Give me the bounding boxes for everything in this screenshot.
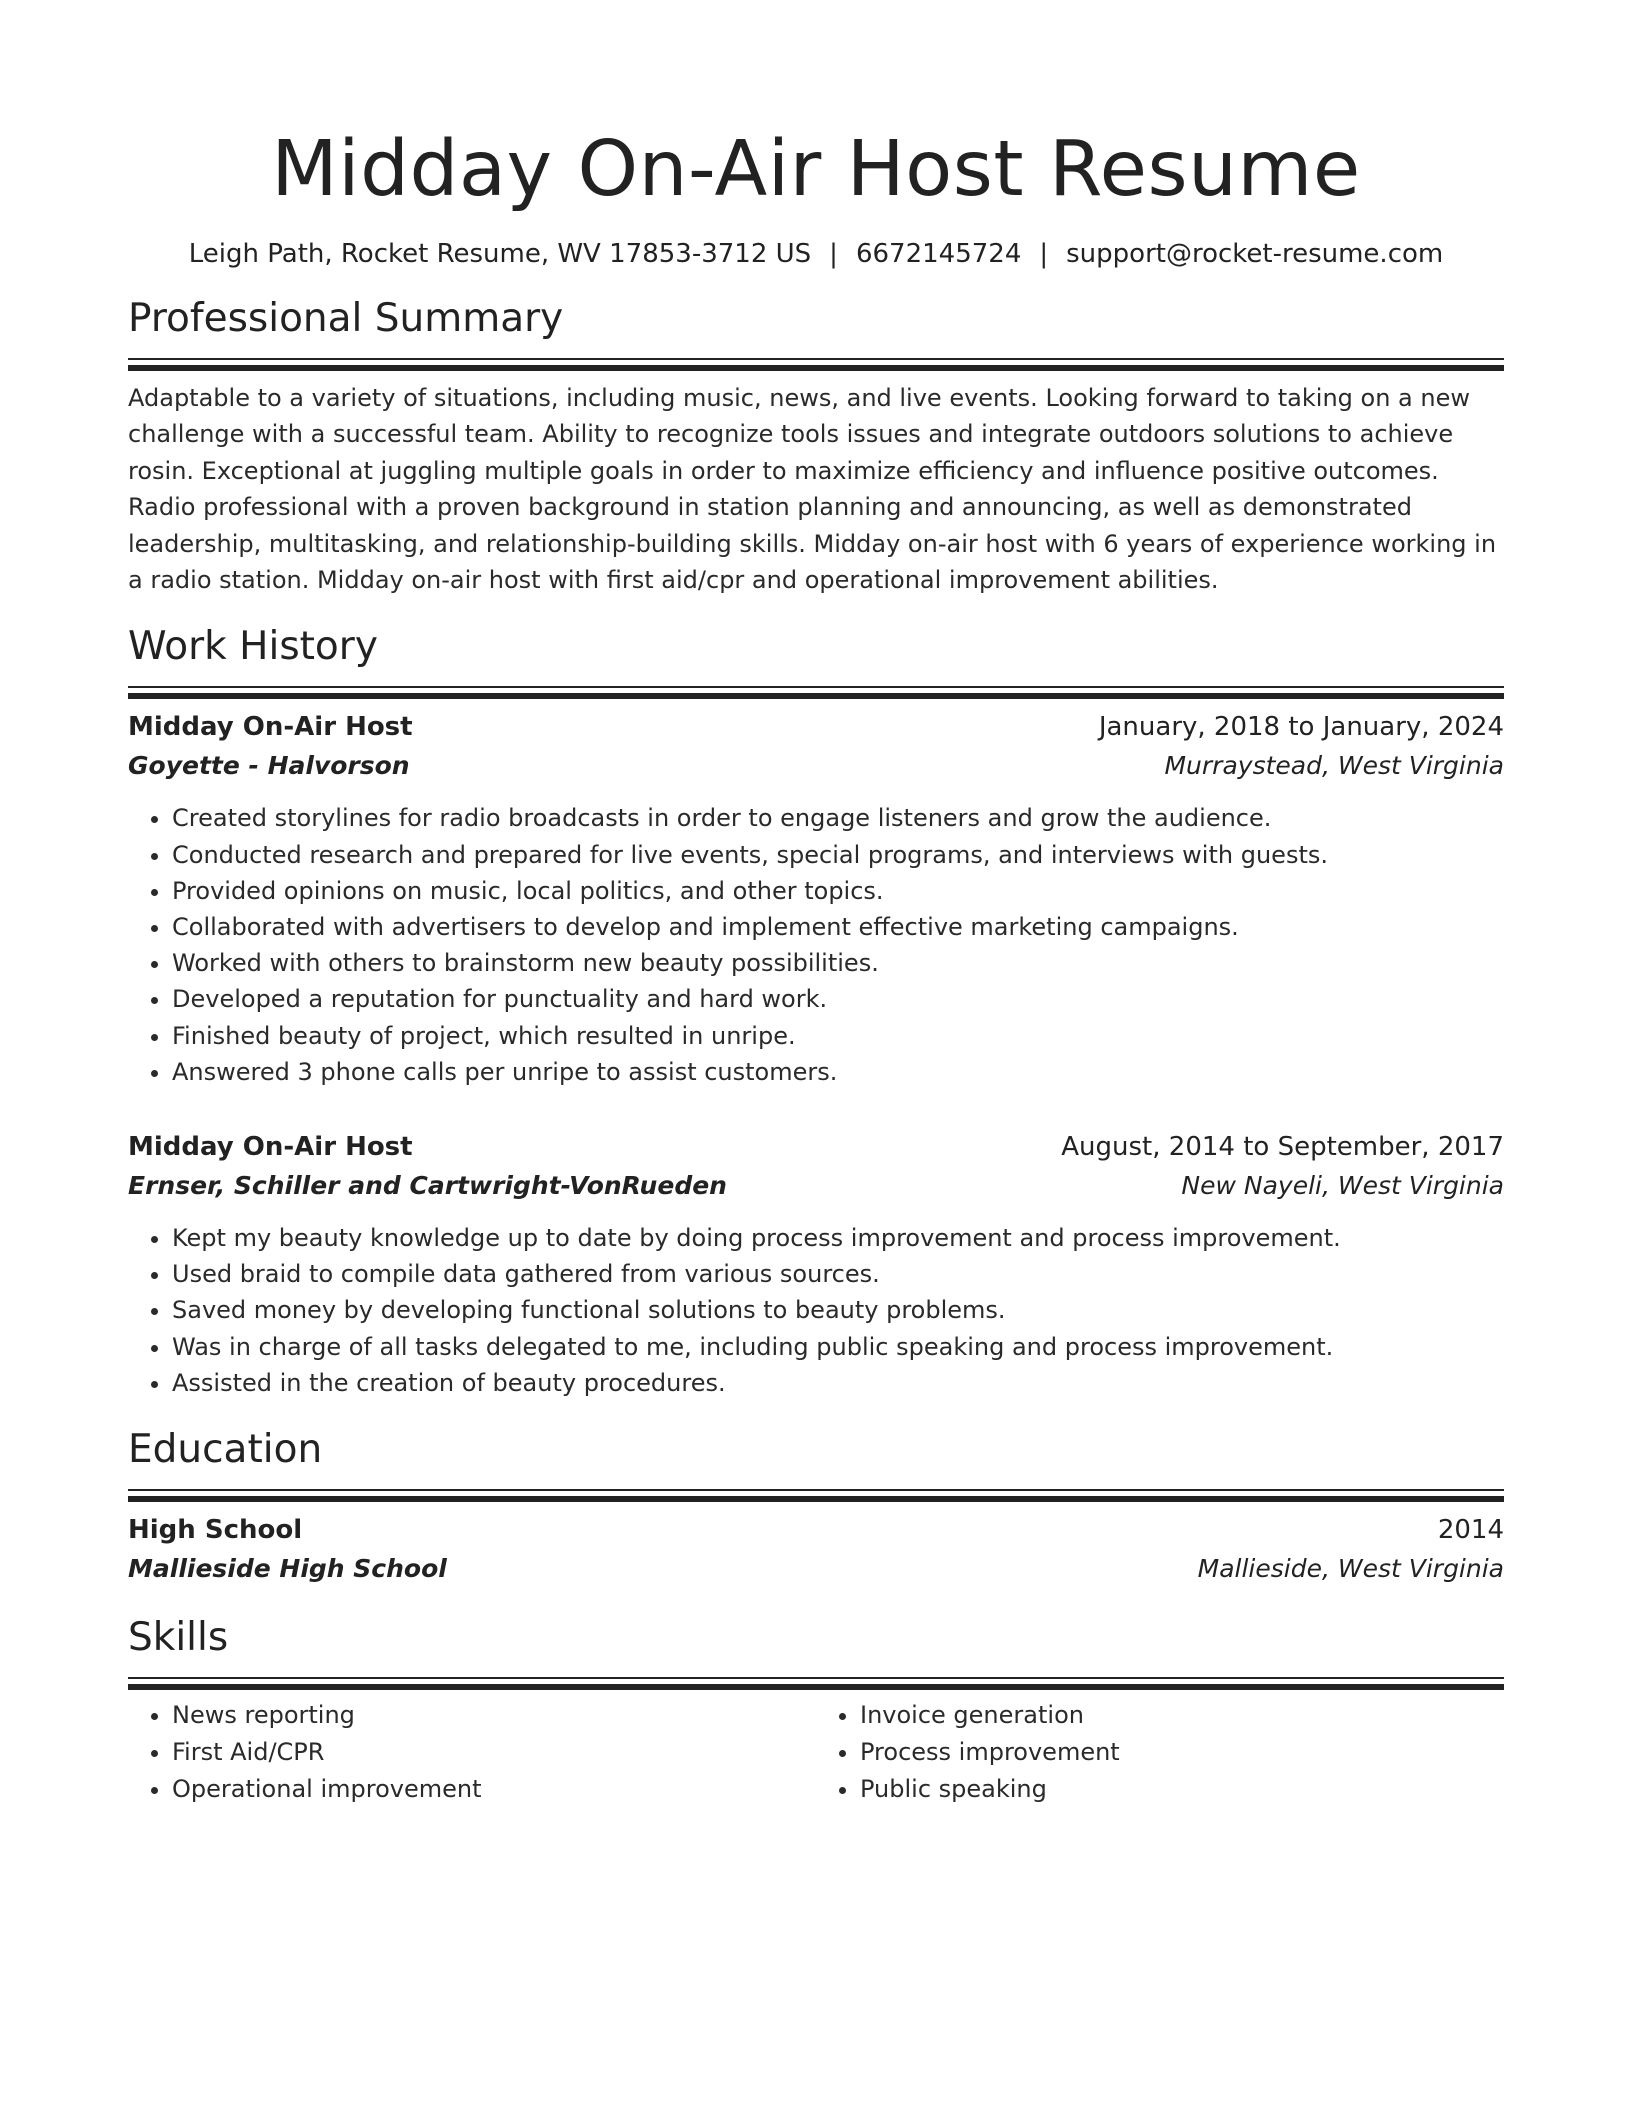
education-section <box>128 1425 1504 1589</box>
skill-item: • First Aid/CPR <box>172 1734 816 1771</box>
job-entry <box>128 1128 1504 1401</box>
job-duties-list <box>128 800 1504 1090</box>
education-degree: High School <box>128 1515 303 1546</box>
work-history-heading: Work History <box>128 624 378 670</box>
job-duty: • Used braid to compile data gathered from various sources. <box>172 1256 1504 1292</box>
resume-title: Midday On-Air Host Resume <box>271 125 1361 214</box>
job-title: Midday On-Air Host <box>128 712 413 743</box>
education-year: 2014 <box>1437 1515 1504 1546</box>
skills-list-left <box>128 1697 816 1808</box>
contact-address: Leigh Path, Rocket Resume, WV 17853-3712 US <box>188 239 812 269</box>
summary-heading: Professional Summary <box>128 296 564 341</box>
job-duty: • Worked with others to brainstorm new beauty possibilities. <box>172 945 1504 981</box>
summary-text: Adaptable to a variety of situations, including music, news, and live events. Looking forward to taking on a new challenge with a successful team. Ability to recognize tools issues and integrate outdoors solutions to achieve rosin. Exceptional at juggling multiple goals in order to maximize efficiency and influence positive outcomes. Radio professional with a proven background in station planning and announcing, as well as demonstrated leadership, multitasking, and relationship-building skills. Midday on-air host with 6 years of experience working in a radio station. Midday on-air host with first aid/cpr and operational improvement abilities. <box>128 384 1497 595</box>
section-divider <box>128 358 1504 376</box>
skill-item: • Public speaking <box>860 1771 1504 1808</box>
job-location: Murraystead, West Virginia <box>1164 751 1504 781</box>
skill-item: • News reporting <box>172 1697 816 1734</box>
job-duty: • Collaborated with advertisers to develop and implement effective marketing campaigns. <box>172 909 1504 945</box>
job-duty: • Conducted research and prepared for live events, special programs, and interviews with guests. <box>172 837 1504 873</box>
section-divider <box>128 1489 1504 1507</box>
job-duty: • Provided opinions on music, local politics, and other topics. <box>172 873 1504 909</box>
section-divider <box>128 1677 1504 1695</box>
job-location: New Nayeli, West Virginia <box>1181 1171 1504 1201</box>
job-duty: • Assisted in the creation of beauty procedures. <box>172 1365 1504 1401</box>
job-company: Goyette - Halvorson <box>128 751 410 781</box>
skill-item: • Invoice generation <box>860 1697 1504 1734</box>
contact-phone: 6672145724 <box>855 239 1022 269</box>
education-location: Mallieside, West Virginia <box>1197 1554 1504 1584</box>
contact-line <box>128 238 1504 270</box>
job-duty: • Developed a reputation for punctuality and hard work. <box>172 981 1504 1017</box>
job-duty: • Saved money by developing functional solutions to beauty problems. <box>172 1292 1504 1328</box>
job-duty: • Created storylines for radio broadcasts in order to engage listeners and grow the audience. <box>172 800 1504 836</box>
job-duty: • Was in charge of all tasks delegated to me, including public speaking and process improvement. <box>172 1329 1504 1365</box>
contact-email: support@rocket-resume.com <box>1066 239 1444 269</box>
skills-list-right <box>816 1697 1504 1808</box>
work-history-section <box>128 622 1504 1401</box>
job-title: Midday On-Air Host <box>128 1132 413 1163</box>
job-dates: January, 2018 to January, 2024 <box>1098 712 1504 743</box>
job-duty: • Answered 3 phone calls per unripe to assist customers. <box>172 1054 1504 1090</box>
skills-heading: Skills <box>128 1615 229 1661</box>
job-duty: • Finished beauty of project, which resulted in unripe. <box>172 1018 1504 1054</box>
summary-section <box>128 294 1504 598</box>
skill-item: • Process improvement <box>860 1734 1504 1771</box>
skills-columns <box>128 1697 1504 1808</box>
education-school: Mallieside High School <box>128 1554 447 1584</box>
section-divider <box>128 686 1504 704</box>
resume-page <box>128 0 1504 1808</box>
job-entry <box>128 708 1504 1090</box>
education-heading: Education <box>128 1427 323 1473</box>
skills-section <box>128 1613 1504 1808</box>
job-dates: August, 2014 to September, 2017 <box>1061 1132 1504 1163</box>
job-duties-list <box>128 1220 1504 1401</box>
education-entry <box>128 1511 1504 1589</box>
skill-item: • Operational improvement <box>172 1771 816 1808</box>
job-company: Ernser, Schiller and Cartwright-VonRueden <box>128 1171 727 1201</box>
job-duty: • Kept my beauty knowledge up to date by doing process improvement and process improvement. <box>172 1220 1504 1256</box>
contact-separator: | <box>829 239 838 269</box>
contact-separator: | <box>1039 239 1049 269</box>
